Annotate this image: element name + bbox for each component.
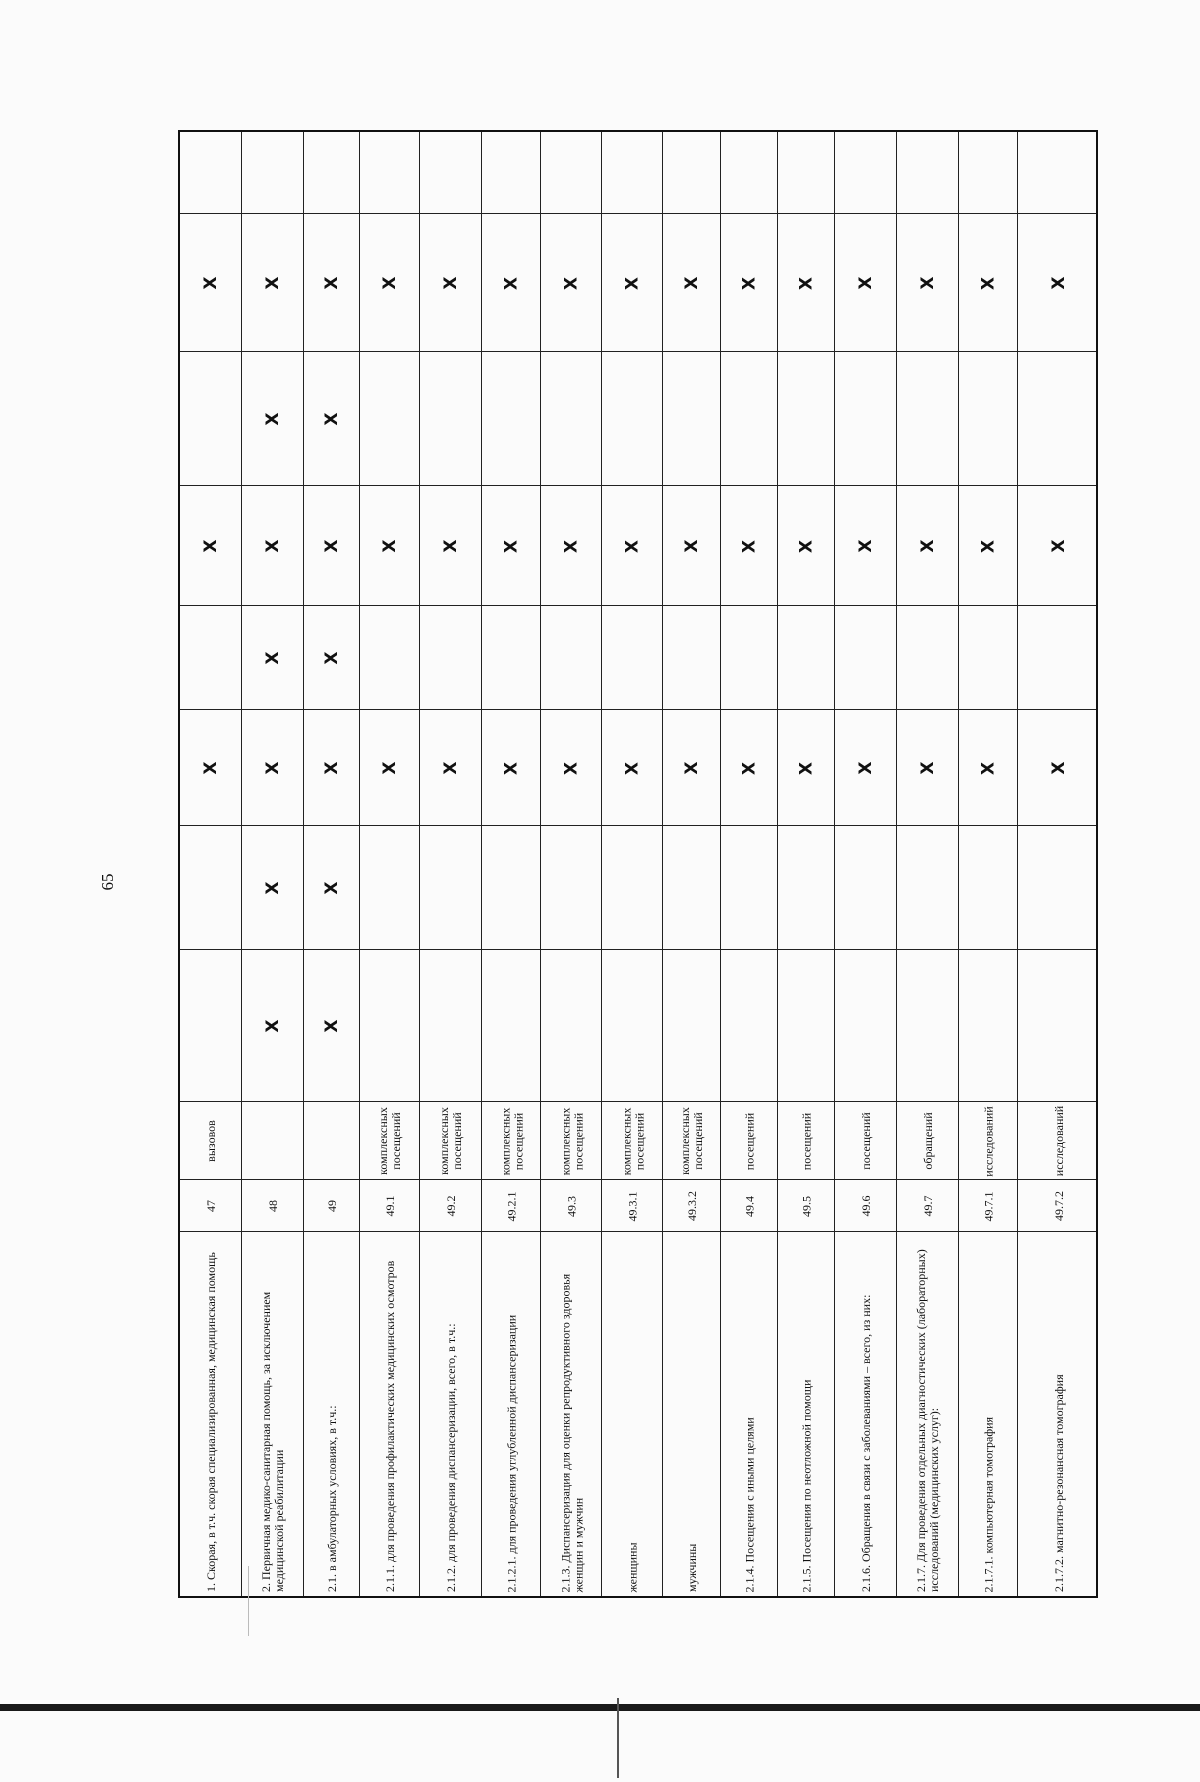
x-mark: [724, 610, 775, 706]
x-mark: [962, 954, 1015, 1098]
row-name: 2.1.2. для проведения диспансеризации, всего, в т.ч.:: [443, 1323, 458, 1592]
x-mark: X: [262, 761, 283, 775]
row-name: 2.1.4. Посещения с иными целями: [742, 1416, 756, 1592]
row-unit: комплексных посещений: [678, 1107, 705, 1175]
x-mark: [605, 954, 660, 1098]
x-mark: X: [681, 276, 702, 290]
x-mark: [485, 830, 538, 946]
row-code: 49.3: [564, 1195, 578, 1217]
row-name: 2.1.6. Обращения в связи с заболеваниями – всего, из них:: [858, 1294, 873, 1592]
row-code: 49.2.1: [504, 1191, 518, 1221]
row-code: 47: [203, 1200, 218, 1212]
x-mark: [781, 356, 832, 482]
x-mark: [485, 954, 538, 1098]
row-name: 2.1.2.1. для проведения углубленной диспансеризации: [504, 1314, 518, 1592]
x-mark: [724, 954, 775, 1098]
x-mark: X: [739, 539, 759, 553]
x-mark: X: [917, 276, 938, 290]
page-number: 65: [98, 873, 117, 891]
x-mark: [605, 830, 660, 946]
x-mark: [423, 356, 479, 482]
x-mark: [1021, 356, 1097, 482]
bottom-rule: [0, 1704, 1200, 1711]
x-mark: X: [561, 539, 581, 553]
x-mark: X: [440, 539, 461, 553]
x-mark: X: [200, 761, 221, 775]
column-separator: [180, 1101, 1096, 1102]
row-unit: исследований: [981, 1105, 995, 1177]
column-separator: [180, 709, 1096, 710]
row-unit: комплексных посещений: [557, 1107, 585, 1175]
row-name: мужчины: [684, 1543, 699, 1592]
x-mark: [485, 610, 538, 706]
x-mark: [363, 830, 417, 946]
x-mark: [544, 954, 599, 1098]
x-mark: [1021, 830, 1097, 946]
row-name: 2.1.1. для проведения профилактических медицинских осмотров: [382, 1260, 397, 1592]
x-mark: X: [917, 761, 938, 775]
x-mark: [605, 610, 660, 706]
x-mark: X: [262, 412, 283, 426]
x-mark: X: [200, 276, 221, 290]
x-mark: X: [681, 539, 702, 553]
column-separator: [180, 351, 1096, 352]
x-mark: [183, 830, 239, 946]
column-separator: [180, 213, 1096, 214]
row-code: 49.2: [443, 1195, 458, 1217]
x-mark: X: [440, 761, 461, 775]
x-mark: [1021, 610, 1097, 706]
x-mark: X: [917, 539, 938, 553]
x-mark: [838, 954, 894, 1098]
x-mark: [183, 356, 239, 482]
row-unit: посещений: [858, 1112, 873, 1170]
x-mark: [781, 954, 832, 1098]
x-mark: X: [501, 276, 521, 290]
column-separator: [180, 485, 1096, 486]
row-unit: [245, 1106, 301, 1176]
column-separator: [180, 1231, 1096, 1232]
x-mark: [666, 954, 718, 1098]
row-code: 49.4: [742, 1195, 756, 1217]
x-mark: X: [978, 539, 998, 553]
x-mark: X: [681, 761, 702, 775]
row-code: 49.7.1: [981, 1191, 995, 1221]
row-name: 2.1. в амбулаторных условиях, в т.ч.:: [324, 1405, 339, 1592]
row-code: 49.7.2: [1051, 1191, 1066, 1221]
x-mark: [962, 830, 1015, 946]
x-mark: X: [501, 539, 521, 553]
row-unit: обращений: [920, 1112, 935, 1170]
row-code: 49.5: [799, 1195, 813, 1217]
x-mark: X: [561, 276, 581, 290]
x-mark: [838, 356, 894, 482]
row-unit: посещений: [799, 1112, 813, 1170]
x-mark: X: [739, 276, 759, 290]
x-mark: [781, 610, 832, 706]
row-unit: комплексных посещений: [437, 1107, 464, 1175]
x-mark: X: [440, 276, 461, 290]
x-mark: X: [321, 1019, 342, 1033]
x-mark: X: [622, 761, 642, 775]
x-mark: [724, 830, 775, 946]
row-name: 1. Скорая, в т.ч. скорая специализированная, медицинская помощь: [203, 1252, 218, 1592]
x-mark: X: [262, 539, 283, 553]
x-mark: X: [379, 761, 400, 775]
x-mark: [838, 830, 894, 946]
x-mark: [900, 356, 956, 482]
x-mark: X: [796, 761, 816, 775]
x-mark: X: [321, 276, 342, 290]
x-mark: [838, 610, 894, 706]
x-mark: X: [321, 881, 342, 895]
x-mark: X: [855, 761, 876, 775]
row-code: 49.6: [858, 1195, 873, 1217]
row-name: 2.1.3. Диспансеризация для оценки репродуктивного здоровья женщин и мужчин: [557, 1273, 585, 1592]
row-unit: посещений: [742, 1112, 756, 1170]
x-mark: [900, 954, 956, 1098]
x-mark: X: [1048, 761, 1069, 775]
column-separator: [180, 1179, 1096, 1180]
row-name: женщины: [625, 1541, 639, 1592]
row-unit: комплексных посещений: [376, 1107, 403, 1175]
x-mark: X: [978, 761, 998, 775]
x-mark: [544, 356, 599, 482]
row-name: 2.1.5. Посещения по неотложной помощи: [799, 1379, 813, 1592]
x-mark: [544, 610, 599, 706]
x-mark: X: [321, 539, 342, 553]
x-mark: X: [379, 276, 400, 290]
x-mark: [544, 830, 599, 946]
row-code: 49.3.1: [625, 1191, 639, 1221]
x-mark: [666, 356, 718, 482]
x-mark: [423, 610, 479, 706]
column-separator: [180, 949, 1096, 950]
x-mark: X: [379, 539, 400, 553]
scan-artifact-line: [248, 1566, 249, 1636]
x-mark: [666, 610, 718, 706]
x-mark: [1021, 954, 1097, 1098]
x-mark: [605, 356, 660, 482]
x-mark: [485, 356, 538, 482]
x-mark: X: [321, 412, 342, 426]
x-mark: X: [262, 276, 283, 290]
x-mark: [962, 610, 1015, 706]
x-mark: X: [739, 761, 759, 775]
x-mark: [900, 610, 956, 706]
x-mark: [183, 610, 239, 706]
row-code: 49.3.2: [684, 1191, 699, 1221]
data-table: [178, 130, 1098, 1598]
row-unit: [307, 1106, 357, 1176]
row-unit: вызовов: [203, 1120, 218, 1162]
x-mark: [666, 830, 718, 946]
x-mark: X: [1048, 276, 1069, 290]
x-mark: X: [262, 651, 283, 665]
x-mark: X: [561, 761, 581, 775]
x-mark: X: [1048, 539, 1069, 553]
x-mark: [900, 830, 956, 946]
x-mark: X: [200, 539, 221, 553]
x-mark: [363, 610, 417, 706]
column-separator: [180, 825, 1096, 826]
row-name: 2.1.7. Для проведения отдельных диагностических (лабораторных) исследований (медицинских услуг):: [914, 1249, 941, 1592]
x-mark: [962, 356, 1015, 482]
x-mark: X: [855, 539, 876, 553]
row-unit: исследований: [1051, 1105, 1066, 1177]
x-mark: [781, 830, 832, 946]
row-unit: комплексных посещений: [618, 1107, 646, 1175]
x-mark: [423, 830, 479, 946]
row-code: 49.7: [920, 1195, 935, 1217]
x-mark: X: [622, 276, 642, 290]
x-mark: X: [978, 276, 998, 290]
x-mark: [363, 954, 417, 1098]
row-name: 2.1.7.2. магнитно-резонансная томография: [1051, 1374, 1066, 1592]
column-separator: [180, 605, 1096, 606]
x-mark: X: [262, 1019, 283, 1033]
x-mark: X: [321, 651, 342, 665]
row-name: 2.1.7.1. компьютерная томография: [981, 1416, 995, 1592]
x-mark: [363, 356, 417, 482]
row-name: 2. Первичная медико-санитарная помощь, за исключением медицинской реабилитации: [259, 1291, 286, 1592]
row-code: 49: [324, 1200, 339, 1212]
bottom-rule-tick: [617, 1698, 619, 1778]
x-mark: X: [855, 276, 876, 290]
x-mark: [183, 954, 239, 1098]
x-mark: [724, 356, 775, 482]
x-mark: X: [321, 761, 342, 775]
x-mark: X: [796, 539, 816, 553]
row-code: 48: [265, 1200, 280, 1212]
x-mark: [423, 954, 479, 1098]
row-code: 49.1: [382, 1195, 397, 1217]
x-mark: X: [622, 539, 642, 553]
row-unit: комплексных посещений: [497, 1107, 525, 1175]
x-mark: X: [262, 881, 283, 895]
x-mark: X: [796, 276, 816, 290]
x-mark: X: [501, 761, 521, 775]
